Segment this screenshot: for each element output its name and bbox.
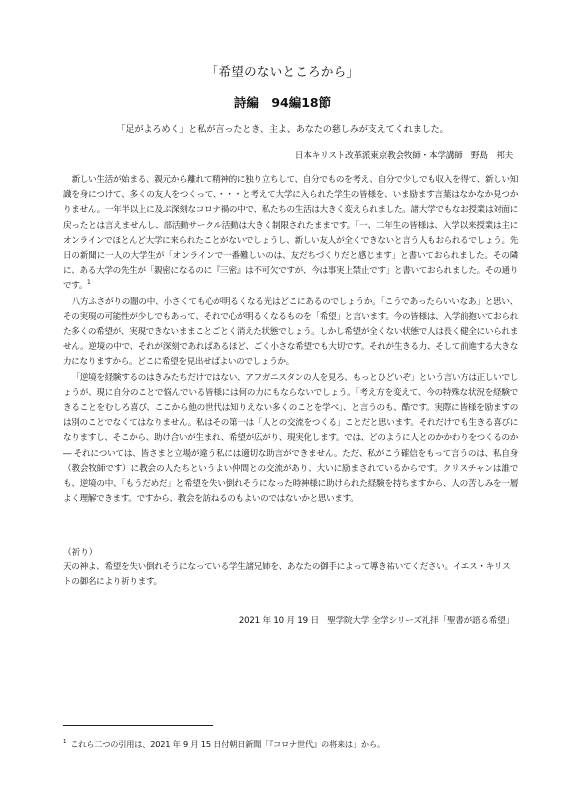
paragraph-3-text: 「逆境を経験するのはきみたちだけではない、アフガニスタンの人を見ろ、もっとひどいぞ」という言い方は正しいでしょうが、現に自分のことで悩んでいる皆様には何の力にもならないでしょう。「考え方を変えて、今の特殊な状況を経験できることをむしろ喜び、ここから他の世代は知りえない多くのことを学べ」、と言うのも、酷です。実際に皆様を励ますのは別のことでなくてはなりません。私はその第一は「人との交流をつくる」ことだと思います。それだけでも生きる喜びになりますし、そこから、助け合いが生まれ、希望が広がり、現実化します。では、どのように人とのかかわりをつくるのか ― それについては、皆さまと立場が違う私には適切な助言ができません。ただ、私がこう確信をもって言うのは、私自身（教会牧師です）に教会の人たちというよい仲間との交流があり、大いに励まされているからです。クリスチャンは誰でも、逆境の中、「もうだめだ」と希望を失い倒れそうになった時神様に助けられた経験を持ちますから、人の苦しみを一層よく理解できます。ですから、教会を訪ねるのもよいのではないかと思います。 <box>63 372 518 505</box>
paragraph-1-text: 新しい生活が始まる、親元から離れて精神的に独り立ちして、自分でものを考え、自分で少しでも収入を得て、新しい知識を身につけて、多くの友人をつくって、・・・と考えて大学に入られた学生の皆様を、いま励ます言葉はなかなか見つかりません。一年半以上に及ぶ深刻なコロナ禍の中で、私たちの生活は大きく変えられました。諸大学でもなお授業は対面に戻ったとは言えませんし、部活動サークル活動は大きく制限されたままです。「一、二年生の皆様は、入学以来授業は主にオンラインでほとんど大学に来られたことがないでしょうし、新しい友人が全くできないと言う人もおられるでしょう。先日の新聞に一人の大学生が「オンラインで一番難しいのは、友だちづくりだと感じます」と書いておられました。その隣に、ある大学の先生が「親密になるのに『三密』は不可欠ですが、今は事実上禁止です」と書いておられました。その通りです。 <box>63 175 518 292</box>
footnote-marker: 1 <box>63 739 67 746</box>
document-title: 「希望のないところから」 <box>205 64 360 79</box>
date-and-event-line: 2021 年 10 月 19 日 聖学院大学 全学シリーズ礼拝「聖書が語る希望」 <box>238 616 514 626</box>
author-line: 日本キリスト改革派東京教会牧師・本学講師 野島 邦夫 <box>294 151 513 161</box>
footnote-text: これら二つの引用は、2021 年 9 月 15 日付朝日新聞「『コロナ世代』の将来は」から。 <box>70 739 385 749</box>
prayer-label: （祈り） <box>63 548 98 558</box>
footnote-divider <box>63 725 213 726</box>
scripture-reference: 詩編 94編18節 <box>233 95 332 110</box>
paragraph-1 <box>63 173 518 295</box>
paragraph-2 <box>63 295 518 371</box>
lead-verse: 「足がよろめく」と私が言ったとき、主よ、あなたの慈しみが支えてくれました。 <box>116 124 449 135</box>
prayer-text: 天の神よ、希望を失い倒れそうになっている学生諸兄姉を、あなたの御手によって導き祐いてください。イエス・キリストの御名により祈ります。 <box>63 562 511 588</box>
paragraph-2-text: 八方ふさがりの闇の中、小さくても心が明るくなる光はどこにあるのでしょうか。「こうであったらいいなあ」と思い、その実現の可能性が少しでもあって、それで心が明るくなるものを「希望」と言います。今の皆様は、入学前抱いておられた多くの希望が、実現できないままことごとく消えた状態でしょう。しかし希望が全くない状態で人は長く健全にいられません。逆境の中で、それが深刻であればあるほど、ごく小さな希望でも大切です。それが生きる力、そして前進する大きな力になりますから。どこに希望を見出せばよいのでしょうか。 <box>63 296 518 368</box>
paragraph-3 <box>63 371 518 508</box>
footnote-reference: 1 <box>87 279 91 287</box>
footnote <box>63 739 385 750</box>
body-text <box>63 173 518 507</box>
